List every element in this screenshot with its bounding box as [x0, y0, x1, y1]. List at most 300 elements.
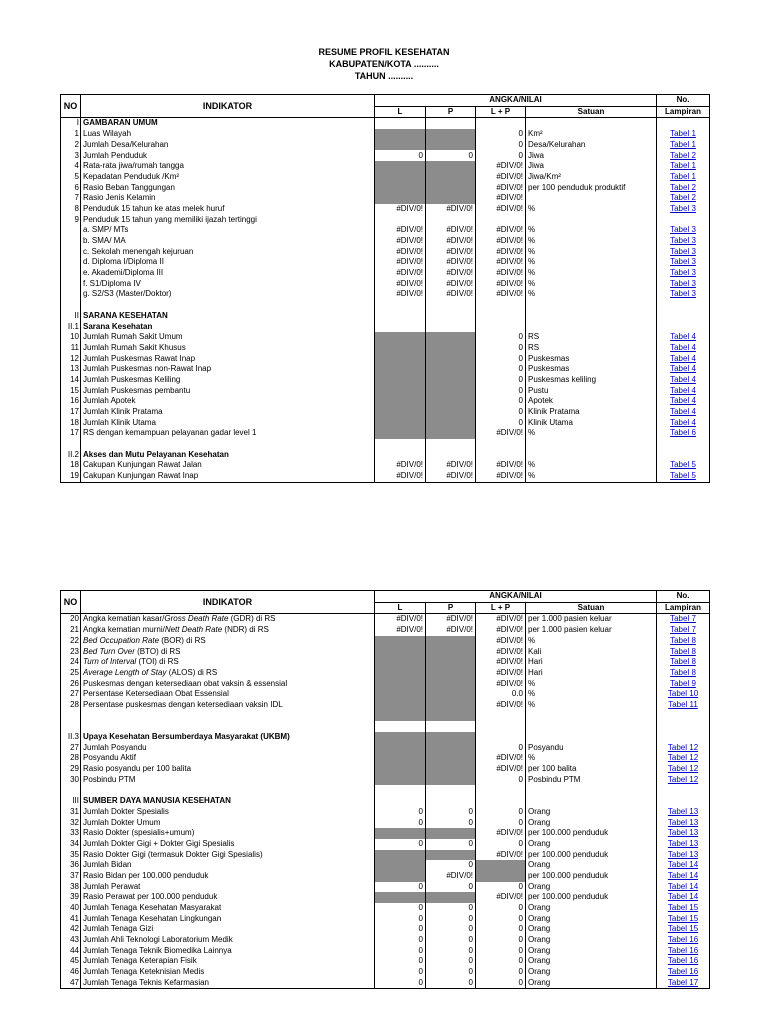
- lampiran-link[interactable]: Tabel 16: [667, 967, 699, 977]
- value-lp: #DIV/0!: [476, 225, 526, 236]
- row-number: 9: [61, 215, 81, 226]
- lampiran-cell: [657, 172, 710, 183]
- lampiran-link[interactable]: Tabel 6: [670, 428, 696, 438]
- table-row: [61, 850, 710, 861]
- lampiran-link[interactable]: Tabel 15: [667, 924, 699, 934]
- indicator-name: Jumlah Tenaga Gizi: [81, 924, 375, 935]
- value-l: [375, 732, 426, 743]
- unit-satuan: Orang: [526, 882, 657, 893]
- indicator-name: [81, 636, 375, 647]
- lampiran-cell: [657, 668, 710, 679]
- row-number: 34: [61, 839, 81, 850]
- indicator-name: Jumlah Posyandu: [81, 743, 375, 754]
- lampiran-cell: [657, 257, 710, 268]
- value-p: 0: [426, 967, 476, 978]
- indicator-name: Akses dan Mutu Pelayanan Kesehatan: [81, 450, 375, 461]
- lampiran-link[interactable]: Tabel 11: [668, 699, 698, 709]
- lampiran-cell: [657, 700, 710, 711]
- unit-satuan: Orang: [526, 956, 657, 967]
- row-number: 35: [61, 850, 81, 861]
- value-lp: 0: [476, 935, 526, 946]
- lampiran-cell: [657, 796, 710, 807]
- table-row: [61, 946, 710, 957]
- unit-satuan: Desa/Kelurahan: [526, 140, 657, 151]
- lampiran-link[interactable]: Tabel 10: [667, 689, 699, 699]
- value-p: 0: [426, 946, 476, 957]
- value-p: [426, 396, 476, 407]
- value-l: #DIV/0!: [375, 289, 426, 300]
- value-l: 0: [375, 817, 426, 828]
- row-number: 11: [61, 343, 81, 354]
- value-p: 0: [426, 150, 476, 161]
- value-lp: [476, 871, 526, 882]
- value-p: [426, 129, 476, 140]
- value-p: [426, 321, 476, 332]
- indicator-name: Jumlah Dokter Gigi + Dokter Gigi Spesialis: [81, 839, 375, 850]
- indicator-name-part: Angka kematian murni/: [83, 625, 165, 635]
- lampiran-link[interactable]: Tabel 16: [667, 956, 699, 966]
- value-lp: #DIV/0!: [476, 850, 526, 861]
- unit-satuan: [526, 321, 657, 332]
- row-number: 38: [61, 882, 81, 893]
- value-p: 0: [426, 839, 476, 850]
- lampiran-cell: [657, 828, 710, 839]
- table-row: [61, 807, 710, 818]
- lampiran-link[interactable]: Tabel 7: [670, 614, 696, 624]
- lampiran-link[interactable]: Tabel 14: [667, 881, 699, 891]
- value-lp: 0: [476, 807, 526, 818]
- indicator-name-suffix: (NDR) di RS: [222, 625, 269, 635]
- indicator-name: Jumlah Tenaga Keterapian Fisik: [81, 956, 375, 967]
- table-row: [61, 711, 710, 722]
- row-number: 22: [61, 636, 81, 647]
- row-number: 28: [61, 753, 81, 764]
- row-number: [61, 785, 81, 796]
- lampiran-cell: [657, 860, 710, 871]
- unit-satuan: %: [526, 679, 657, 690]
- lampiran-cell: [657, 268, 710, 279]
- lampiran-link[interactable]: Tabel 12: [667, 742, 699, 752]
- row-number: 8: [61, 204, 81, 215]
- value-lp: #DIV/0!: [476, 668, 526, 679]
- row-number: 5: [61, 172, 81, 183]
- value-lp: 0: [476, 914, 526, 925]
- unit-satuan: [526, 785, 657, 796]
- indicator-name: Rasio Dokter Gigi (termasuk Dokter Gigi Spesialis): [81, 850, 375, 861]
- value-l: #DIV/0!: [375, 236, 426, 247]
- indicator-name: Rasio Bidan per 100.000 penduduk: [81, 871, 375, 882]
- unit-satuan: %: [526, 460, 657, 471]
- lampiran-link[interactable]: Tabel 4: [670, 385, 696, 395]
- value-l: [375, 668, 426, 679]
- unit-satuan: [526, 796, 657, 807]
- lampiran-cell: [657, 871, 710, 882]
- lampiran-link[interactable]: Tabel 3: [670, 278, 696, 288]
- lampiran-link[interactable]: Tabel 5: [670, 460, 696, 470]
- lampiran-cell: [657, 460, 710, 471]
- lampiran-link[interactable]: Tabel 15: [667, 913, 699, 923]
- lampiran-link[interactable]: Tabel 4: [670, 396, 696, 406]
- header-l: L: [375, 106, 426, 118]
- lampiran-cell: [657, 935, 710, 946]
- value-lp: 0: [476, 140, 526, 151]
- value-lp: [476, 732, 526, 743]
- lampiran-cell: [657, 300, 710, 311]
- lampiran-link[interactable]: Tabel 17: [667, 977, 699, 987]
- lampiran-link[interactable]: Tabel 8: [670, 657, 696, 667]
- row-number: 10: [61, 332, 81, 343]
- unit-satuan: Apotek: [526, 396, 657, 407]
- table-row: [61, 839, 710, 850]
- indicator-name: Jumlah Tenaga Kesehatan Lingkungan: [81, 914, 375, 925]
- lampiran-link[interactable]: Tabel 8: [670, 635, 696, 645]
- value-p: 0: [426, 956, 476, 967]
- lampiran-cell: [657, 332, 710, 343]
- table-row: [61, 386, 710, 397]
- table-row: [61, 215, 710, 226]
- unit-satuan: Hari: [526, 668, 657, 679]
- row-number: 37: [61, 871, 81, 882]
- value-p: [426, 386, 476, 397]
- value-l: [375, 396, 426, 407]
- value-p: 0: [426, 882, 476, 893]
- value-lp: 0.0: [476, 689, 526, 700]
- value-p: #DIV/0!: [426, 471, 476, 482]
- lampiran-link[interactable]: Tabel 3: [670, 225, 696, 235]
- lampiran-link[interactable]: Tabel 4: [670, 407, 696, 417]
- value-lp: #DIV/0!: [476, 247, 526, 258]
- lampiran-link[interactable]: Tabel 12: [667, 764, 699, 774]
- value-l: [375, 343, 426, 354]
- lampiran-link[interactable]: Tabel 14: [667, 860, 699, 870]
- value-p: [426, 161, 476, 172]
- value-lp: #DIV/0!: [476, 172, 526, 183]
- value-lp: #DIV/0!: [476, 636, 526, 647]
- lampiran-cell: [657, 892, 710, 903]
- lampiran-link[interactable]: Tabel 4: [670, 364, 696, 374]
- table-row: [61, 354, 710, 365]
- value-lp: #DIV/0!: [476, 646, 526, 657]
- value-l: #DIV/0!: [375, 204, 426, 215]
- indicator-name-suffix: (BOR) di RS: [159, 635, 206, 645]
- lampiran-link[interactable]: Tabel 3: [670, 246, 696, 256]
- value-p: [426, 439, 476, 450]
- value-l: [375, 311, 426, 322]
- value-p: [426, 646, 476, 657]
- indicator-name: [81, 721, 375, 732]
- value-l: 0: [375, 967, 426, 978]
- lampiran-cell: [657, 839, 710, 850]
- lampiran-cell: [657, 439, 710, 450]
- unit-satuan: [526, 711, 657, 722]
- lampiran-cell: [657, 215, 710, 226]
- row-number: 4: [61, 161, 81, 172]
- value-l: [375, 300, 426, 311]
- value-l: [375, 118, 426, 129]
- lampiran-cell: [657, 354, 710, 365]
- lampiran-cell: [657, 471, 710, 482]
- lampiran-cell: [657, 807, 710, 818]
- value-l: [375, 636, 426, 647]
- table-row: [61, 471, 710, 482]
- value-lp: #DIV/0!: [476, 428, 526, 439]
- lampiran-link[interactable]: Tabel 13: [667, 838, 699, 848]
- lampiran-cell: [657, 396, 710, 407]
- lampiran-link[interactable]: Tabel 1: [670, 171, 696, 181]
- lampiran-cell: [657, 183, 710, 194]
- lampiran-cell: [657, 956, 710, 967]
- value-p: [426, 183, 476, 194]
- lampiran-link[interactable]: Tabel 8: [670, 667, 696, 677]
- header-indikator: INDIKATOR: [81, 591, 375, 614]
- header-angka-nilai: ANGKA/NILAI: [375, 95, 657, 107]
- value-l: [375, 689, 426, 700]
- lampiran-link[interactable]: Tabel 14: [667, 870, 699, 880]
- row-number: 42: [61, 924, 81, 935]
- row-number: 17: [61, 428, 81, 439]
- value-l: 0: [375, 946, 426, 957]
- row-number: 44: [61, 946, 81, 957]
- header-angka-nilai: ANGKA/NILAI: [375, 591, 657, 603]
- lampiran-link[interactable]: Tabel 5: [670, 471, 696, 481]
- indicator-name: [81, 646, 375, 657]
- value-lp: 0: [476, 882, 526, 893]
- lampiran-link[interactable]: Tabel 7: [670, 625, 696, 635]
- lampiran-link[interactable]: Tabel 3: [670, 268, 696, 278]
- lampiran-link[interactable]: Tabel 3: [670, 203, 696, 213]
- table-row: [61, 129, 710, 140]
- row-number: 1: [61, 129, 81, 140]
- lampiran-link[interactable]: Tabel 14: [667, 892, 699, 902]
- value-l: [375, 657, 426, 668]
- value-p: [426, 711, 476, 722]
- value-l: 0: [375, 839, 426, 850]
- table-row: [61, 956, 710, 967]
- table-row: [61, 407, 710, 418]
- value-p: [426, 193, 476, 204]
- lampiran-link[interactable]: Tabel 1: [670, 161, 696, 171]
- value-l: #DIV/0!: [375, 225, 426, 236]
- value-l: [375, 215, 426, 226]
- value-lp: #DIV/0!: [476, 279, 526, 290]
- value-lp: [476, 450, 526, 461]
- indicator-name: [81, 625, 375, 636]
- row-number: 41: [61, 914, 81, 925]
- row-number: [61, 439, 81, 450]
- table-row: [61, 860, 710, 871]
- row-number: II.3: [61, 732, 81, 743]
- unit-satuan: Jiwa: [526, 161, 657, 172]
- unit-satuan: [526, 450, 657, 461]
- indicator-name: f. S1/Diploma IV: [81, 279, 375, 290]
- value-p: [426, 796, 476, 807]
- lampiran-link[interactable]: Tabel 12: [667, 753, 699, 763]
- value-lp: #DIV/0!: [476, 204, 526, 215]
- lampiran-link[interactable]: Tabel 2: [670, 150, 696, 160]
- lampiran-link[interactable]: Tabel 1: [670, 139, 696, 149]
- header-lampiran-no: No.: [657, 95, 710, 107]
- value-l: [375, 364, 426, 375]
- table-row: [61, 732, 710, 743]
- header-lampiran: Lampiran: [657, 106, 710, 118]
- row-number: [61, 257, 81, 268]
- indicator-name: Posbindu PTM: [81, 775, 375, 786]
- value-p: [426, 343, 476, 354]
- unit-satuan: Orang: [526, 924, 657, 935]
- unit-satuan: Orang: [526, 935, 657, 946]
- row-number: 47: [61, 978, 81, 989]
- lampiran-link[interactable]: Tabel 4: [670, 332, 696, 342]
- value-l: 0: [375, 807, 426, 818]
- value-p: #DIV/0!: [426, 268, 476, 279]
- lampiran-link[interactable]: Tabel 13: [667, 828, 699, 838]
- lampiran-cell: [657, 321, 710, 332]
- unit-satuan: [526, 732, 657, 743]
- row-number: [61, 279, 81, 290]
- lampiran-cell: [657, 625, 710, 636]
- lampiran-link[interactable]: Tabel 4: [670, 417, 696, 427]
- value-lp: [476, 215, 526, 226]
- lampiran-link[interactable]: Tabel 3: [670, 257, 696, 267]
- unit-satuan: Orang: [526, 807, 657, 818]
- indicator-name: RS dengan kemampuan pelayanan gadar level 1: [81, 428, 375, 439]
- lampiran-cell: [657, 753, 710, 764]
- row-number: 28: [61, 700, 81, 711]
- table-row: [61, 967, 710, 978]
- unit-satuan: %: [526, 689, 657, 700]
- unit-satuan: Puskesmas keliling: [526, 375, 657, 386]
- lampiran-link[interactable]: Tabel 13: [667, 849, 699, 859]
- value-p: 0: [426, 860, 476, 871]
- lampiran-link[interactable]: Tabel 4: [670, 353, 696, 363]
- lampiran-cell: [657, 711, 710, 722]
- lampiran-link[interactable]: Tabel 12: [667, 774, 699, 784]
- unit-satuan: Orang: [526, 967, 657, 978]
- indicator-name: Rasio Beban Tanggungan: [81, 183, 375, 194]
- unit-satuan: per 100 penduduk produktif: [526, 183, 657, 194]
- unit-satuan: Orang: [526, 860, 657, 871]
- row-number: 14: [61, 375, 81, 386]
- indicator-name: g. S2/S3 (Master/Doktor): [81, 289, 375, 300]
- indicator-name: Jumlah Perawat: [81, 882, 375, 893]
- value-p: [426, 764, 476, 775]
- value-l: #DIV/0!: [375, 614, 426, 625]
- indicator-name: Jumlah Rumah Sakit Khusus: [81, 343, 375, 354]
- unit-satuan: %: [526, 225, 657, 236]
- lampiran-cell: [657, 732, 710, 743]
- lampiran-link[interactable]: Tabel 8: [670, 646, 696, 656]
- indicator-name: Jumlah Ahli Teknologi Laboratorium Medik: [81, 935, 375, 946]
- value-p: #DIV/0!: [426, 247, 476, 258]
- indicator-name: Jumlah Dokter Umum: [81, 817, 375, 828]
- row-number: [61, 268, 81, 279]
- value-l: [375, 172, 426, 183]
- lampiran-link[interactable]: Tabel 3: [670, 289, 696, 299]
- indicator-name: b. SMA/ MA: [81, 236, 375, 247]
- unit-satuan: Hari: [526, 657, 657, 668]
- lampiran-cell: [657, 903, 710, 914]
- value-p: [426, 375, 476, 386]
- value-lp: 0: [476, 332, 526, 343]
- lampiran-cell: [657, 118, 710, 129]
- value-l: [375, 828, 426, 839]
- lampiran-link[interactable]: Tabel 9: [670, 678, 696, 688]
- row-number: 46: [61, 967, 81, 978]
- value-lp: #DIV/0!: [476, 193, 526, 204]
- value-l: #DIV/0!: [375, 257, 426, 268]
- row-number: 15: [61, 386, 81, 397]
- indicator-name: [81, 785, 375, 796]
- row-number: 36: [61, 860, 81, 871]
- indicator-name: Jumlah Puskesmas non-Rawat Inap: [81, 364, 375, 375]
- value-l: [375, 753, 426, 764]
- row-number: 20: [61, 614, 81, 625]
- unit-satuan: RS: [526, 343, 657, 354]
- table-row: [61, 418, 710, 429]
- lampiran-link[interactable]: Tabel 4: [670, 374, 696, 384]
- unit-satuan: Orang: [526, 903, 657, 914]
- value-lp: 0: [476, 407, 526, 418]
- value-lp: #DIV/0!: [476, 161, 526, 172]
- lampiran-link[interactable]: Tabel 13: [667, 806, 699, 816]
- header-l: L: [375, 602, 426, 614]
- value-p: 0: [426, 935, 476, 946]
- header-satuan: Satuan: [526, 106, 657, 118]
- row-number: [61, 225, 81, 236]
- header-lampiran-no: No.: [657, 591, 710, 603]
- table-row: [61, 668, 710, 679]
- lampiran-link[interactable]: Tabel 4: [670, 342, 696, 352]
- lampiran-cell: [657, 636, 710, 647]
- unit-satuan: Posbindu PTM: [526, 775, 657, 786]
- unit-satuan: Jiwa/Km²: [526, 172, 657, 183]
- value-l: [375, 721, 426, 732]
- value-p: [426, 668, 476, 679]
- value-l: #DIV/0!: [375, 247, 426, 258]
- lampiran-link[interactable]: Tabel 3: [670, 236, 696, 246]
- lampiran-cell: [657, 924, 710, 935]
- indicator-name: Jumlah Puskesmas Keliling: [81, 375, 375, 386]
- indicator-name: c. Sekolah menengah kejuruan: [81, 247, 375, 258]
- lampiran-link[interactable]: Tabel 15: [667, 903, 699, 913]
- resume-table-part-1: [60, 94, 710, 483]
- table-row: [61, 161, 710, 172]
- value-p: [426, 300, 476, 311]
- indicator-name: Jumlah Puskesmas pembantu: [81, 386, 375, 397]
- table-row: [61, 785, 710, 796]
- value-lp: 0: [476, 967, 526, 978]
- value-p: [426, 428, 476, 439]
- indicator-name: Jumlah Rumah Sakit Umum: [81, 332, 375, 343]
- unit-satuan: Orang: [526, 817, 657, 828]
- header-p: P: [426, 106, 476, 118]
- row-number: 3: [61, 150, 81, 161]
- value-lp: 0: [476, 839, 526, 850]
- unit-satuan: [526, 118, 657, 129]
- value-lp: 0: [476, 946, 526, 957]
- lampiran-link[interactable]: Tabel 2: [670, 182, 696, 192]
- table-row: [61, 646, 710, 657]
- unit-satuan: Pustu: [526, 386, 657, 397]
- value-l: [375, 354, 426, 365]
- lampiran-link[interactable]: Tabel 16: [667, 945, 699, 955]
- lampiran-link[interactable]: Tabel 1: [670, 129, 696, 139]
- lampiran-link[interactable]: Tabel 16: [667, 935, 699, 945]
- lampiran-link[interactable]: Tabel 2: [670, 193, 696, 203]
- value-lp: 0: [476, 978, 526, 989]
- lampiran-link[interactable]: Tabel 13: [667, 817, 699, 827]
- unit-satuan: [526, 300, 657, 311]
